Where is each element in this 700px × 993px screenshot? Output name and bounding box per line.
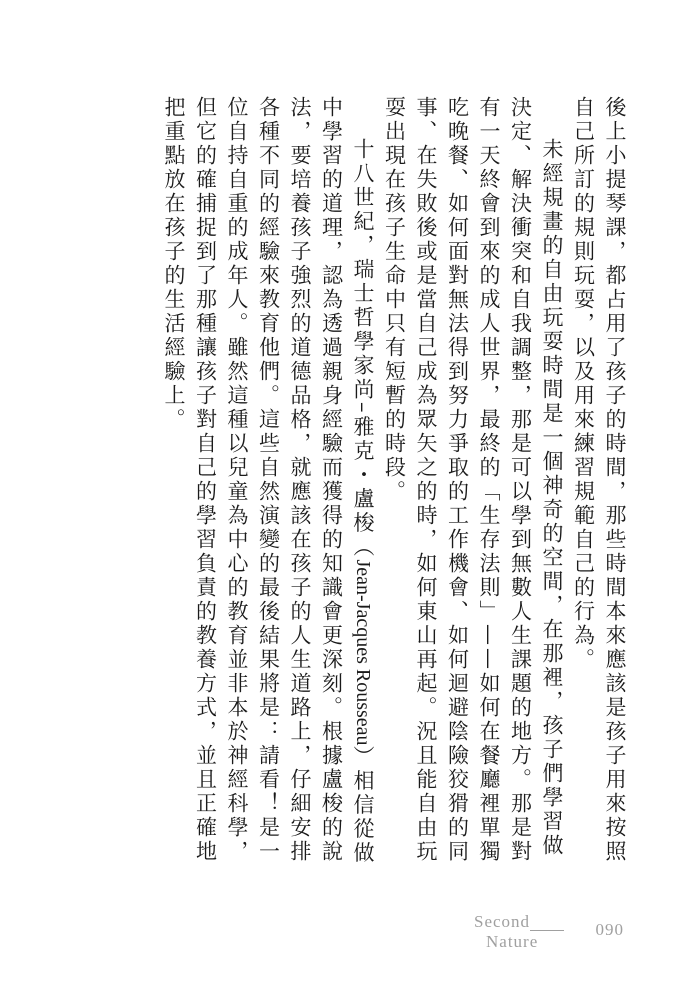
paragraph-1: 後上小提琴課，都占用了孩子的時間，那些時間本來應該是孩子用來按照自己所訂的規則玩耍，以及用來練習規範自己的行為。 [571,96,627,864]
paragraph-3-part-2: ）相信從做中學習的道理，認為透過親身經驗而獲得的知識會更深刻。根據盧梭的說法，要培養孩子強烈的道德品格，就應該在孩子的人生道路上，仔細安排各種不同的經驗來教育他們。這些自然演變的最後結果將是：請看！是一位自持自重的成年人。雖然這種以兒童為中心的教育並非本於神經科學，但它的確捕捉到了那種讓孩子對自己的學習負責的教養方式，並且正確地把重點放在孩子的生活經驗上。 [162,96,375,866]
vertical-text-body [150,96,630,866]
brand-line-nature: Nature [486,932,539,951]
paragraph-2: 未經規畫的自由玩耍時間是一個神奇的空間，在那裡，孩子們學習做決定、解決衝突和自我調整，那是可以學到無數人生課題的地方。那是對有一天終會到來的成人世界，最終的「生存法則」——如何在餐廳裡單獨吃晚餐、如何面對無法得到努力爭取的工作機會、如何迴避陰險狡猾的同事、在失敗後或是當自己成為眾矢之的時，如何東山再起。況且能自由玩耍出現在孩子生命中只有短暫的時段。 [382,96,564,864]
rousseau-name: Jean-Jacques Rousseau [352,559,374,746]
paragraph-3-part-1: 十八世紀，瑞士哲學家尚–雅克・盧梭（ [351,138,375,560]
paragraph-3 [158,96,379,866]
book-title-brand [474,912,538,952]
page-footer [464,912,624,962]
page-number: 090 [595,920,624,939]
brand-line-second: Second [474,912,531,931]
brand-divider [530,930,564,931]
